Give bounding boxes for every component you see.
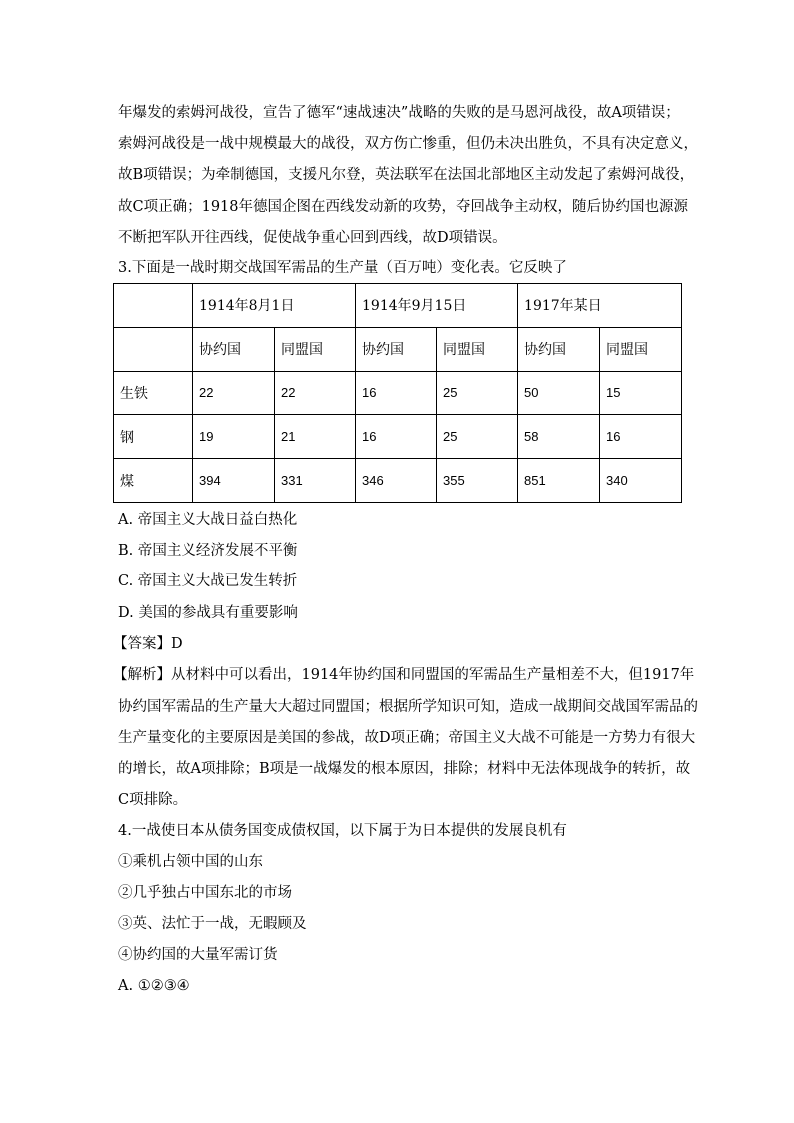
- table-side-header: 协约国: [193, 327, 275, 371]
- table-cell: 25: [437, 415, 518, 459]
- question-3-answer: 【答案】D: [113, 636, 183, 652]
- question-3-analysis-line-2: 协约国军需品的生产量大大超过同盟国；根据所学知识可知，造成一战期间交战国军需品的: [118, 699, 698, 715]
- table-row: [114, 371, 682, 415]
- table-cell: 331: [275, 459, 356, 503]
- table-side-header: 同盟国: [437, 327, 518, 371]
- table-row-label: 钢: [114, 415, 193, 459]
- table-cell: 851: [518, 459, 600, 503]
- table-cell: 16: [356, 371, 437, 415]
- table-cell: 58: [518, 415, 600, 459]
- question-4-item-2: ②几乎独占中国东北的市场: [118, 885, 292, 901]
- question-4-stem: 4.一战使日本从债务国变成债权国，以下属于为日本提供的发展良机有: [118, 823, 567, 839]
- table-side-header-row: [114, 327, 682, 371]
- table-row-label: 生铁: [114, 371, 193, 415]
- prev-explanation-line-4: 故C项正确；1918年德国企图在西线发动新的攻势，夺回战争主动权，随后协约国也源源: [118, 199, 688, 215]
- table-cell: 394: [193, 459, 275, 503]
- question-3-analysis-line-3: 生产量变化的主要原因是美国的参战，故D项正确；帝国主义大战不可能是一方势力有很大: [118, 730, 696, 746]
- prev-explanation-line-2: 索姆河战役是一战中规模最大的战役，双方伤亡惨重，但仍未决出胜负，不具有决定意义，: [118, 136, 698, 152]
- production-table: [113, 283, 682, 503]
- table-row-label: 煤: [114, 459, 193, 503]
- table-side-header: 同盟国: [600, 327, 682, 371]
- table-date-header-row: [114, 284, 682, 328]
- question-3-option-d: D. 美国的参战具有重要影响: [118, 605, 298, 621]
- prev-explanation-line-1: 年爆发的索姆河战役，宣告了德军“速战速决”战略的失败的是马恩河战役，故A项错误；: [118, 105, 680, 121]
- table-side-header: 协约国: [518, 327, 600, 371]
- table-corner-cell: [114, 284, 193, 328]
- question-3-option-b: B. 帝国主义经济发展不平衡: [118, 543, 298, 559]
- table-cell: 19: [193, 415, 275, 459]
- table-row: [114, 459, 682, 503]
- table-cell: 340: [600, 459, 682, 503]
- table-cell: 346: [356, 459, 437, 503]
- table-date-header: 1914年9月15日: [356, 284, 518, 328]
- table-cell: 355: [437, 459, 518, 503]
- question-3-option-c: C. 帝国主义大战已发生转折: [118, 573, 298, 589]
- prev-explanation-line-5: 不断把军队开往西线，促使战争重心回到西线，故D项错误。: [118, 230, 507, 246]
- question-3-analysis-line-5: C项排除。: [118, 792, 188, 808]
- table-side-header: 同盟国: [275, 327, 356, 371]
- table-empty-cell: [114, 327, 193, 371]
- question-3-stem: 3.下面是一战时期交战国军需品的生产量（百万吨）变化表。它反映了: [118, 260, 567, 276]
- table-cell: 16: [356, 415, 437, 459]
- table-date-header: 1914年8月1日: [193, 284, 356, 328]
- question-4-item-3: ③英、法忙于一战，无暇顾及: [118, 916, 307, 932]
- table-side-header: 协约国: [356, 327, 437, 371]
- question-4-item-4: ④协约国的大量军需订货: [118, 947, 278, 963]
- question-3-analysis-line-1: 【解析】从材料中可以看出，1914年协约国和同盟国的军需品生产量相差不大，但1917年: [113, 667, 695, 683]
- question-3-analysis-line-4: 的增长，故A项排除；B项是一战爆发的根本原因，排除；材料中无法体现战争的转折，故: [118, 761, 691, 777]
- table-cell: 25: [437, 371, 518, 415]
- question-4-item-1: ①乘机占领中国的山东: [118, 854, 263, 870]
- table-cell: 21: [275, 415, 356, 459]
- table-cell: 15: [600, 371, 682, 415]
- question-4-option-a: A. ①②③④: [118, 978, 190, 994]
- table-cell: 16: [600, 415, 682, 459]
- question-3-option-a: A. 帝国主义大战日益白热化: [118, 512, 298, 528]
- table-cell: 22: [275, 371, 356, 415]
- prev-explanation-line-3: 故B项错误；为牵制德国，支援凡尔登，英法联军在法国北部地区主动发起了索姆河战役，: [118, 167, 695, 183]
- table-row: [114, 415, 682, 459]
- table-cell: 22: [193, 371, 275, 415]
- table-date-header: 1917年某日: [518, 284, 682, 328]
- table-cell: 50: [518, 371, 600, 415]
